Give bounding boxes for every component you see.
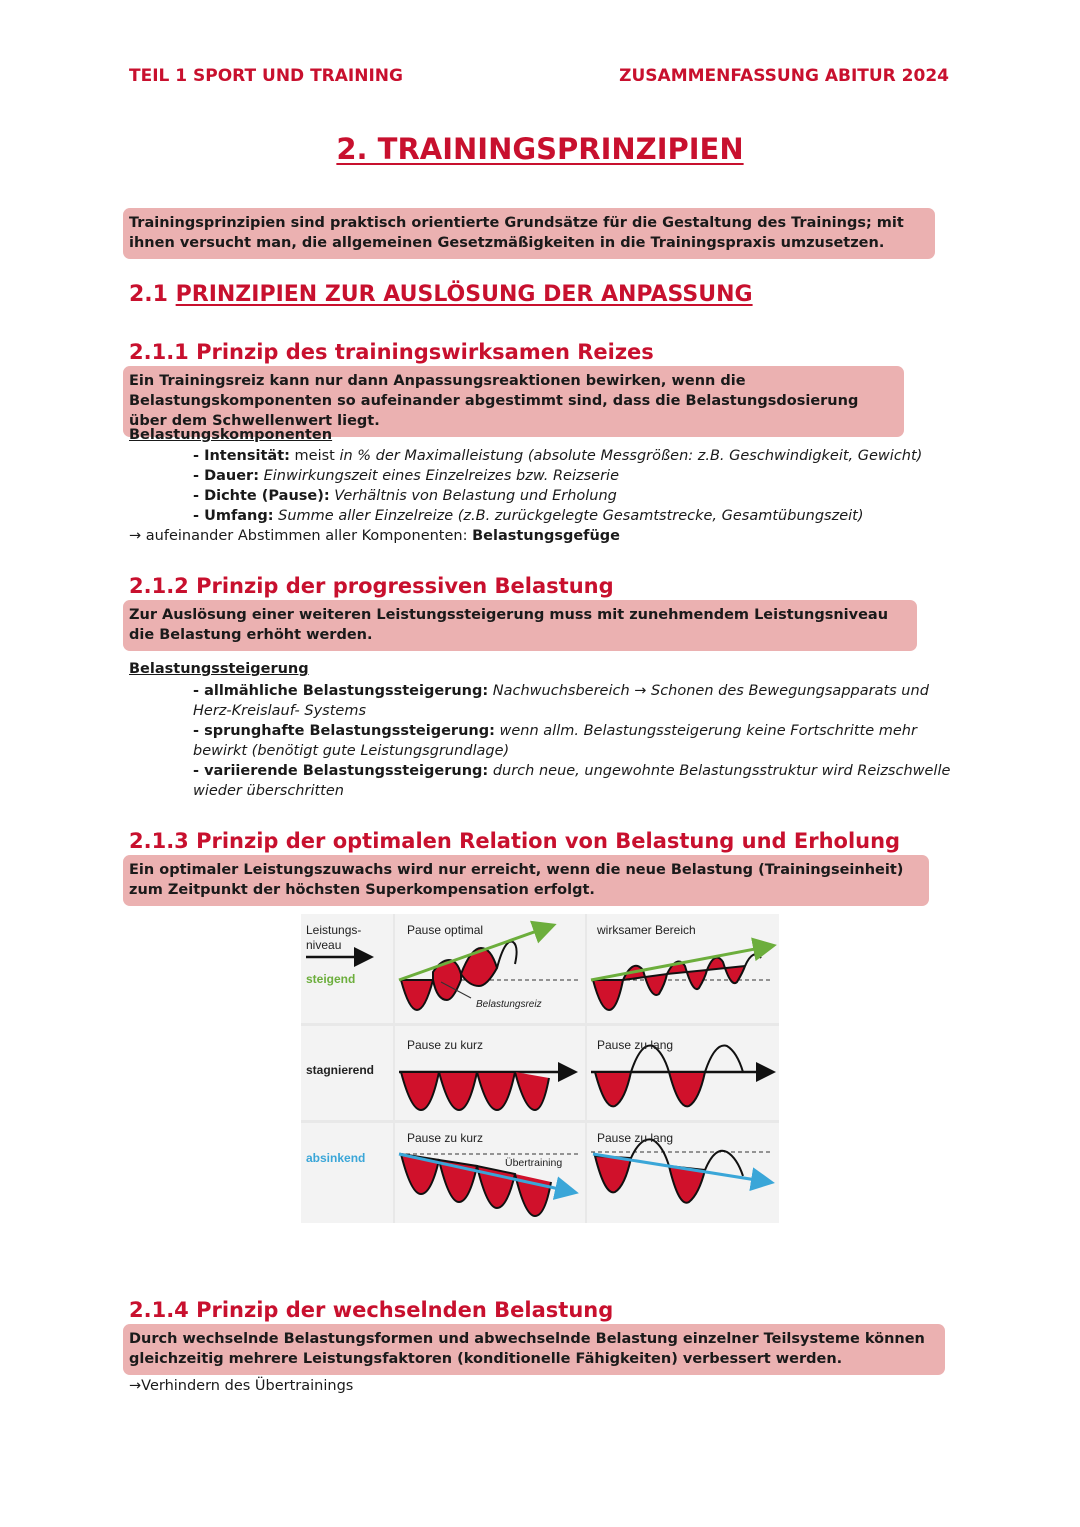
list-item: - variierende Belastungssteigerung: durch neue, ungewohnte Belastungsstruktur wird Reizschwelle wieder überschritten	[193, 763, 951, 799]
row-label-stagnierend: stagnierend	[306, 1063, 375, 1077]
annotation-uebertraining: Übertraining	[505, 1157, 563, 1169]
wave-stagnierend-kurz	[399, 1072, 573, 1110]
header-left: TEIL 1 SPORT UND TRAINING	[129, 66, 403, 86]
row-label-steigend: steigend	[306, 972, 356, 986]
intro-definition: Trainingsprinzipien sind praktisch orientierte Grundsätze für die Gestaltung des Trainings; mit ihnen versucht man, die allgemeinen Gesetzmäßigkeiten in die Trainingspraxis umzusetzen.	[123, 208, 935, 259]
page-title: 2. TRAININGSPRINZIPIEN	[336, 132, 744, 166]
cell-label: Pause zu kurz	[407, 1131, 484, 1145]
section-2-1-heading	[129, 282, 753, 307]
belastungssteigerung-subheading: Belastungssteigerung	[129, 661, 309, 677]
section-2-1-2-definition: Zur Auslösung einer weiteren Leistungssteigerung muss mit zunehmendem Leistungsniveau die Belastung erhöht werden.	[123, 600, 917, 651]
figure-axis-label-2: niveau	[306, 938, 342, 952]
row-label-absinkend: absinkend	[306, 1151, 366, 1165]
section-2-1-number: 2.1	[129, 282, 176, 307]
section-2-1-title: PRINZIPIEN ZUR AUSLÖSUNG DER ANPASSUNG	[175, 282, 753, 307]
list-item: - Umfang: Summe aller Einzelreize (z.B. zurückgelegte Gesamtstrecke, Gesamtübungszeit)	[193, 508, 864, 524]
list-item: - Intensität: meist in % der Maximalleistung (absolute Messgrößen: z.B. Geschwindigkeit, Gewicht)	[193, 448, 923, 464]
section-2-1-3-definition: Ein optimaler Leistungszuwachs wird nur erreicht, wenn die neue Belastung (Trainingseinheit) zum Zeitpunkt der höchsten Superkompensation erfolgt.	[123, 855, 929, 906]
wave-absinkend-lang	[591, 1139, 771, 1202]
wave-wirksamer-bereich	[591, 946, 771, 1010]
belastungskomponenten-subheading: Belastungskomponenten	[129, 427, 333, 443]
section-2-1-4-definition: Durch wechselnde Belastungsformen und abwechselnde Belastung einzelner Teilsysteme können gleichzeitig mehrere Leistungsfaktoren (konditionelle Fähigkeiten) verbessert werden.	[123, 1324, 945, 1375]
superkompensation-figure	[301, 914, 779, 1223]
section-2-1-3-heading: 2.1.3 Prinzip der optimalen Relation von Belastung und Erholung	[129, 829, 901, 853]
list-item: - sprunghafte Belastungssteigerung: wenn allm. Belastungssteigerung keine Fortschritte mehr bewirkt (benötigt gute Leistungsgrundlage)	[193, 723, 917, 759]
cell-label: Pause zu lang	[597, 1038, 674, 1052]
cell-label: Pause zu lang	[597, 1131, 674, 1145]
wave-pause-optimal	[399, 926, 579, 1010]
cell-label: Pause zu kurz	[407, 1038, 484, 1052]
list-item: - Dauer: Einwirkungszeit eines Einzelreizes bzw. Reizserie	[193, 468, 619, 484]
wave-stagnierend-lang	[591, 1046, 771, 1107]
uebertraining-note: →Verhindern des Übertrainings	[129, 1378, 354, 1394]
section-2-1-2-heading: 2.1.2 Prinzip der progressiven Belastung	[129, 574, 614, 598]
section-2-1-4-heading: 2.1.4 Prinzip der wechselnden Belastung	[129, 1298, 614, 1322]
belastungssteigerung-list	[193, 681, 953, 801]
section-2-1-1-heading: 2.1.1 Prinzip des trainingswirksamen Reizes	[129, 340, 654, 364]
list-item: - allmähliche Belastungssteigerung: Nachwuchsbereich → Schonen des Bewegungsapparats und Herz-Kreislauf- Systems	[193, 683, 929, 719]
figure-axis-label-1: Leistungs-	[306, 923, 362, 937]
cell-label: Pause optimal	[407, 923, 484, 937]
list-item: - Dichte (Pause): Verhältnis von Belastung und Erholung	[193, 488, 617, 504]
belastungsgefuege-summary: → aufeinander Abstimmen aller Komponenten: Belastungsgefüge	[129, 528, 621, 544]
belastungskomponenten-list	[193, 446, 973, 526]
header-right: ZUSAMMENFASSUNG ABITUR 2024	[619, 66, 949, 86]
section-2-1-1-definition: Ein Trainingsreiz kann nur dann Anpassungsreaktionen bewirken, wenn die Belastungskomponenten so aufeinander abgestimmt sind, dass die Belastungsdosierung über dem Schwellenwert liegt.	[123, 366, 904, 437]
annotation-belastungsreiz: Belastungsreiz	[476, 999, 542, 1010]
cell-label: wirksamer Bereich	[597, 923, 696, 937]
